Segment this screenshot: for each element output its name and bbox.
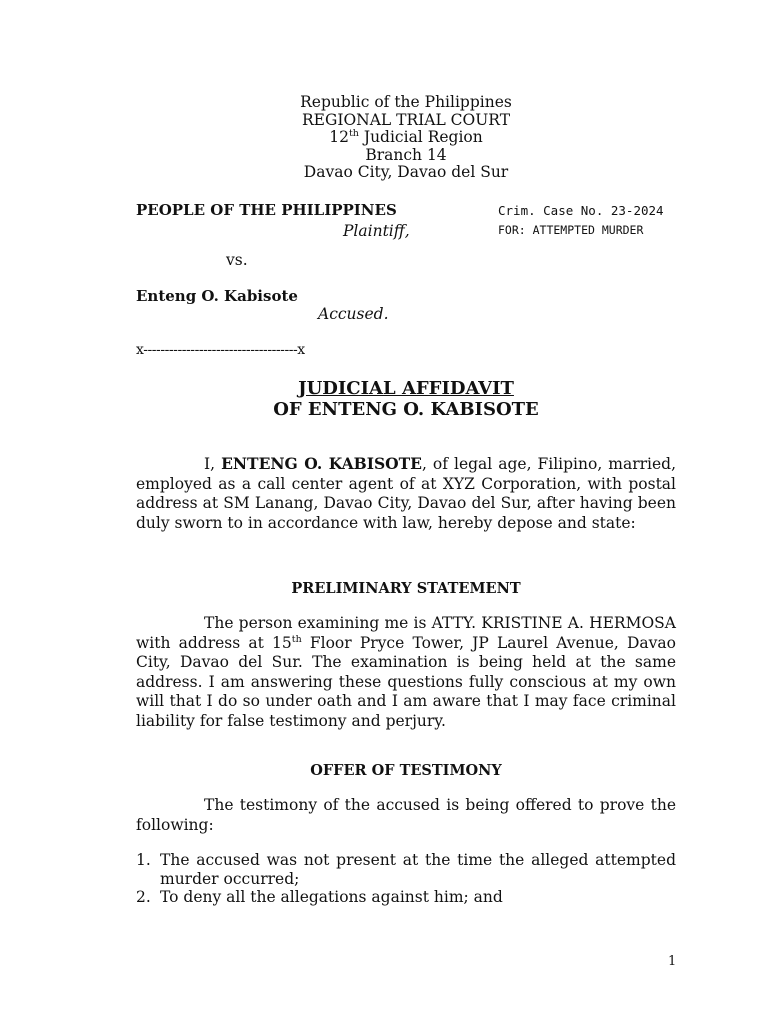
case-number: Crim. Case No. 23-2024 [498, 203, 664, 218]
accused-name: Enteng O. Kabisote [136, 287, 298, 305]
intro-affiant-name: ENTENG O. KABISOTE [221, 454, 422, 473]
header-region [0, 129, 768, 147]
preliminary-text-b: Floor Pryce Tower, JP Laurel Avenue, Davao City, Davao del Sur. The examination is being held at the same address. I am answering these questions fully conscious at my own will that I do so under oath and I am aware that I may face criminal liability for false testimony and perjury. [136, 633, 676, 730]
intro-paragraph [136, 454, 676, 533]
header-republic: Republic of the Philippines [300, 93, 512, 111]
offer-list [136, 851, 676, 907]
list-item-number: 2. [136, 888, 151, 906]
caption-separator: x------------------------------------x [136, 342, 305, 358]
header-location: Davao City, Davao del Sur [303, 163, 509, 181]
list-item-text: The accused was not present at the time the alleged attempted murder occurred; [160, 851, 676, 888]
preliminary-text-sup: th [291, 633, 302, 645]
page-number: 1 [668, 954, 677, 969]
list-item-text: To deny all the allegations against him; and [160, 888, 503, 906]
list-item-number: 1. [136, 851, 151, 869]
versus-label: vs. [226, 251, 248, 269]
preliminary-text-a: The person examining me is ATTY. KRISTINE A. HERMOSA with address at 15 [136, 614, 676, 652]
affidavit-title-line2: OF ENTENG O. KABISOTE [273, 399, 539, 420]
court-header [0, 94, 768, 182]
preliminary-heading: PRELIMINARY STATEMENT [291, 580, 521, 597]
header-region-number: 12 [329, 128, 349, 146]
header-court: REGIONAL TRIAL COURT [301, 110, 511, 129]
case-nature: FOR: ATTEMPTED MURDER [498, 223, 644, 237]
intro-text: , of legal age, Filipino, married, employed as a call center agent of at XYZ Corporation, with postal address at SM Lanang, Davao City, Davao del Sur, after having been duly sworn to in accordance with law, hereby depose and state: [136, 455, 676, 532]
header-region-text: Judicial Region [358, 128, 483, 146]
header-branch: Branch 14 [365, 145, 447, 164]
accused-role: Accused. [318, 305, 389, 323]
offer-paragraph: The testimony of the accused is being offered to prove the following: [136, 796, 676, 834]
plaintiff-role: Plaintiff, [343, 222, 410, 240]
list-item [136, 888, 676, 907]
list-item [136, 851, 676, 888]
preliminary-paragraph [136, 614, 676, 732]
intro-prefix: I, [204, 455, 222, 473]
affidavit-title [0, 378, 768, 420]
plaintiff-name: PEOPLE OF THE PHILIPPINES [136, 201, 397, 219]
affidavit-title-line1: JUDICIAL AFFIDAVIT [298, 378, 514, 399]
header-region-suffix: th [348, 127, 359, 139]
offer-heading: OFFER OF TESTIMONY [310, 762, 502, 779]
